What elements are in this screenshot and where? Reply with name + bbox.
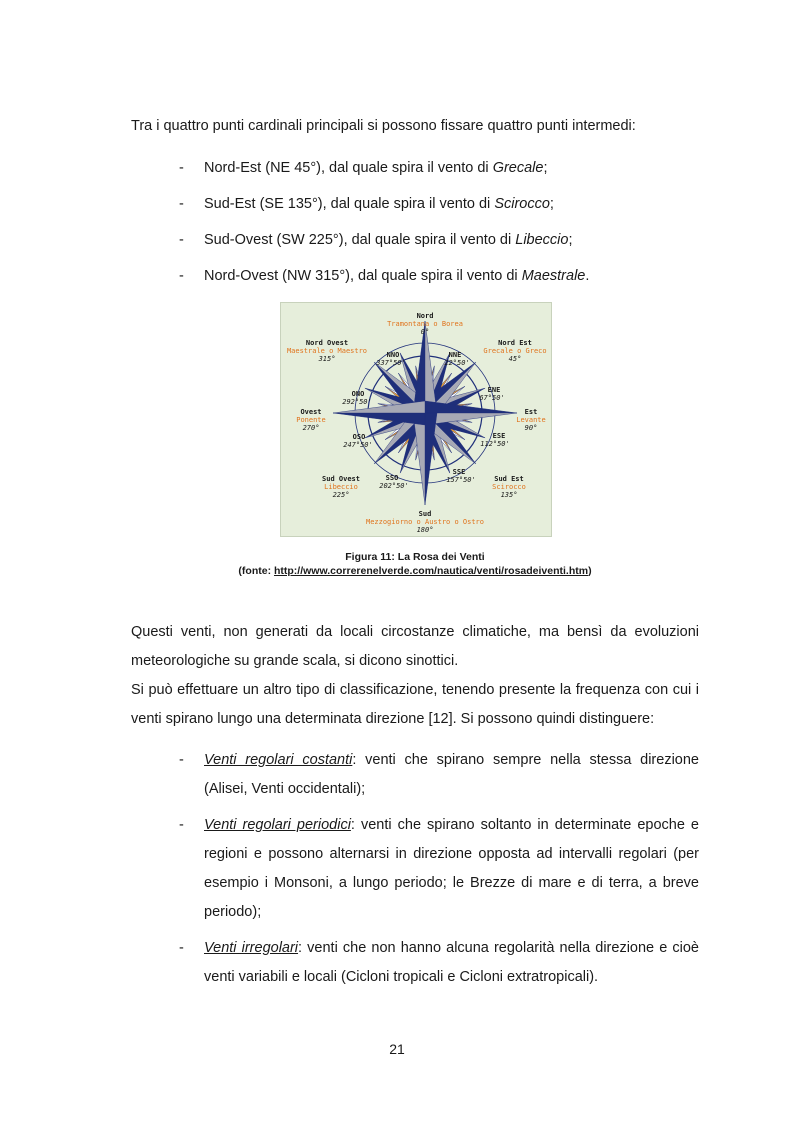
list-item: - Sud-Ovest (SW 225°), dal quale spira il vento di Libeccio; [179, 232, 573, 248]
label-est: Est [524, 408, 538, 416]
list-item: - Venti regolari costanti: venti che spirano sempre nella stessa direzione (Alisei, Venti occidentali); [179, 752, 699, 797]
label-ono: ONO [351, 390, 365, 398]
label-sudest: Sud Est [494, 475, 524, 483]
intro-paragraph: Tra i quattro punti cardinali principali si possono fissare quattro punti intermedi: [131, 118, 636, 134]
label-ovest: Ovest [300, 408, 322, 416]
label-sud: Sud [418, 510, 432, 518]
label-nordovest-deg: 315° [318, 355, 336, 363]
rose-cardinal-spike-left [333, 413, 425, 425]
label-sse: SSE [452, 468, 466, 476]
label-sso-deg: 202°50' [379, 482, 409, 490]
label-nordest-deg: 45° [508, 355, 522, 363]
label-oso: OSO [352, 433, 366, 441]
wind-types-list [131, 746, 699, 992]
label-nordovest: Nord Ovest [305, 339, 349, 347]
wind-rose-diagram [281, 303, 551, 536]
list-item: - Nord-Est (NE 45°), dal quale spira il vento di Grecale; [179, 160, 548, 176]
intermediate-points-list [131, 154, 699, 291]
label-nordest-wind: Grecale o Greco [483, 347, 547, 355]
label-est-deg: 90° [524, 424, 538, 432]
label-sso: SSO [385, 474, 399, 482]
list-item: - Venti regolari periodici: venti che spirano soltanto in determinate epoche e regioni e possono alternarsi in direzione opposta ad intervalli regolari (per esempio i Monsoni, a lungo periodo; le Brezze di mare e di terra, a breve periodo); [179, 817, 699, 920]
label-ene: ENE [487, 386, 501, 394]
label-nne-deg: 22°50' [444, 359, 470, 367]
label-ene-deg: 67°50' [479, 394, 505, 402]
label-nord: Nord [416, 312, 434, 320]
label-oso-deg: 247°50' [343, 441, 373, 449]
label-ovest-wind: Ponente [296, 416, 326, 424]
rose-cardinal-spike-left [425, 401, 517, 413]
label-nne: NNE [448, 351, 462, 359]
label-nno: NNO [386, 351, 400, 359]
caption-source-link[interactable]: http://www.correrenelverde.com/nautica/venti/rosadeiventi.htm [273, 565, 589, 577]
rose-cardinal-spike-right [425, 413, 517, 425]
label-sud-deg: 180° [416, 526, 434, 534]
label-nord-deg: 0° [420, 328, 430, 336]
caption-title: Figura 11: La Rosa dei Venti [345, 551, 485, 563]
rose-cardinal-spike-left [425, 413, 437, 505]
list-item: - Nord-Ovest (NW 315°), dal quale spira il vento di Maestrale. [179, 268, 590, 284]
label-nordest: Nord Est [498, 339, 532, 347]
label-sud-wind: Mezzogiorno o Austro o Ostro [365, 518, 485, 526]
rose-cardinal-spike-right [413, 413, 425, 505]
label-nno-deg: 337°50' [376, 359, 406, 367]
list-item: - Venti irregolari: venti che non hanno alcuna regolarità nella direzione e cioè venti variabili e locali (Cicloni tropicali e Cicloni extratropicali). [179, 940, 699, 985]
page-number: 21 [389, 1041, 405, 1057]
label-ono-deg: 292°50' [342, 398, 372, 406]
label-nordovest-wind: Maestrale o Maestro [286, 347, 368, 355]
label-ovest-deg: 270° [302, 424, 320, 432]
label-sudovest: Sud Ovest [322, 475, 360, 483]
paragraph-classificazione: Si può effettuare un altro tipo di classificazione, tenendo presente la frequenza con cui i venti spirano lungo una determinata direzione [12]. Si possono quindi distinguere: [131, 682, 699, 727]
paragraph-sinottici: Questi venti, non generati da locali circostanze climatiche, ma bensì da evoluzioni meteorologiche su grande scala, si dicono sinottici. [131, 624, 699, 669]
label-est-wind: Levante [516, 416, 546, 424]
label-sudovest-wind: Libeccio [324, 483, 358, 491]
label-sudest-wind: Scirocco [492, 483, 526, 491]
label-ese: ESE [492, 432, 506, 440]
figure-caption: Figura 11: La Rosa dei Venti (fonte: http://www.correrenelverde.com/nautica/venti/rosadeiventi.htm) [238, 551, 592, 577]
label-sudovest-deg: 225° [332, 491, 350, 499]
label-ese-deg: 112°50' [480, 440, 510, 448]
label-sudest-deg: 135° [500, 491, 518, 499]
list-item: - Sud-Est (SE 135°), dal quale spira il vento di Scirocco; [179, 196, 554, 212]
wind-rose-figure [280, 302, 552, 537]
label-sse-deg: 157°50' [446, 476, 476, 484]
label-nord-wind: Tramontana o Borea [387, 320, 463, 328]
